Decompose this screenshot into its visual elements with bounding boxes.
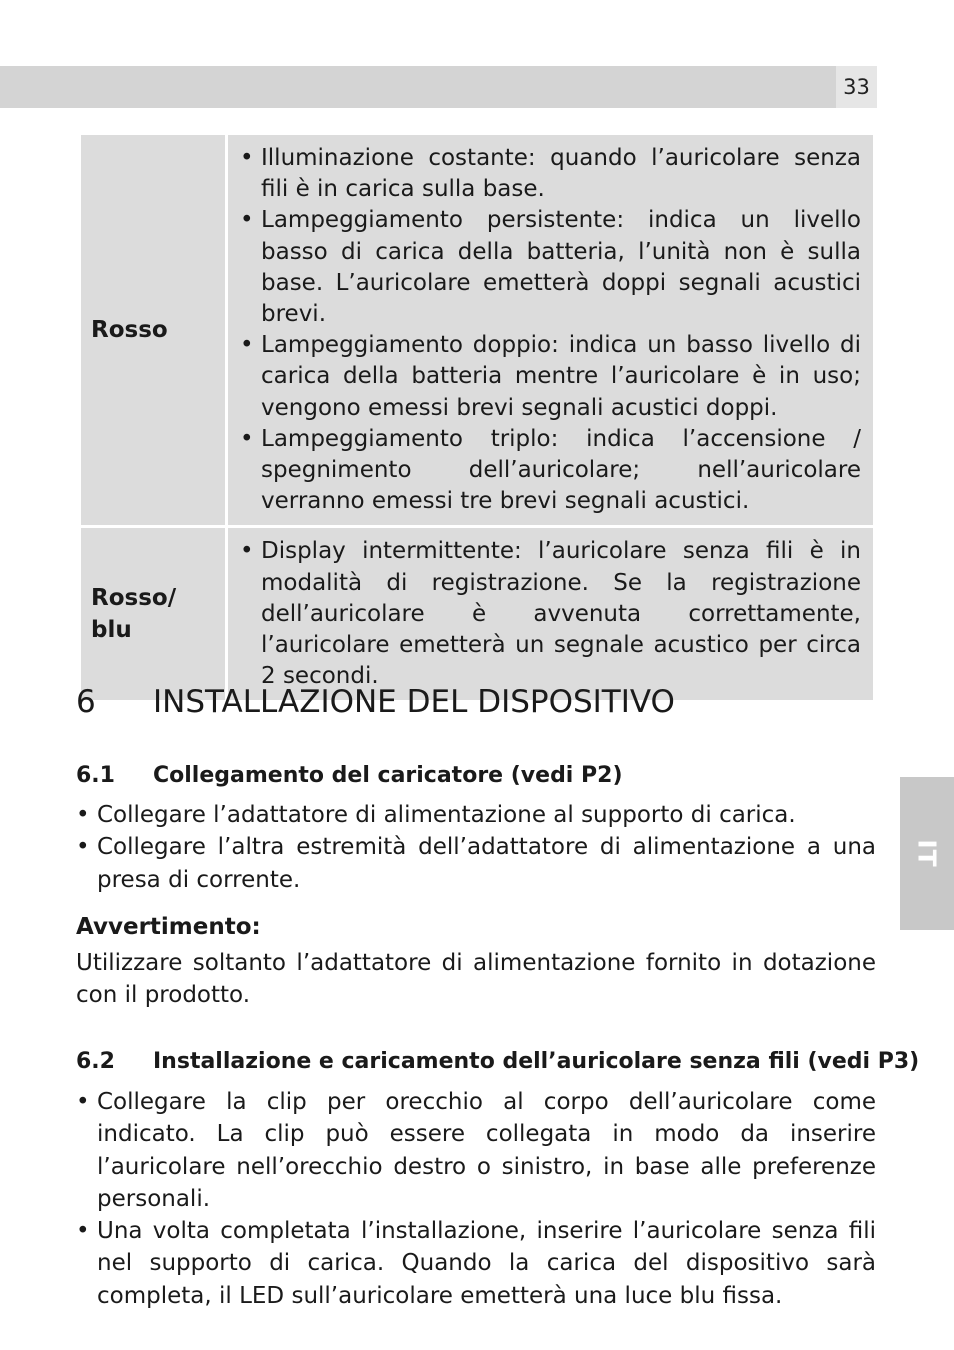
- table-row: [81, 135, 873, 525]
- list-item: • Lampeggiamento triplo: indica l’accensione / spegnimento dell’auricolare; nell’auricolare verranno emessi tre brevi segnali acustici.: [240, 424, 861, 518]
- led-color-cell: Rosso/ blu: [81, 528, 225, 700]
- subsection-heading: [76, 1049, 919, 1074]
- subsection-number: 6.2: [76, 1049, 115, 1074]
- list-item: • Lampeggiamento persistente: indica un livello basso di carica della batteria, l’unità non è sulla base. L’auricolare emetterà doppi segnali acustici brevi.: [240, 205, 861, 330]
- instruction-list: [76, 1086, 876, 1312]
- list-item: • Collegare la clip per orecchio al corpo dell’auricolare come indicato. La clip può essere collegata in modo da inserire l’auricolare nell’orecchio destro o sinistro, in base alle preferenze personali.: [76, 1086, 876, 1215]
- led-description-cell: [228, 135, 873, 525]
- warning-text: Utilizzare soltanto l’adattatore di alimentazione fornito in dotazione con il prodotto.: [76, 950, 876, 1009]
- led-color-cell: Rosso: [81, 135, 225, 525]
- table-row: [81, 528, 873, 700]
- warning-title: Avvertimento:: [76, 914, 261, 940]
- page-number: 33: [836, 66, 877, 108]
- list-item: • Display intermittente: l’auricolare senza fili è in modalità di registrazione. Se la registrazione dell’auricolare è avvenuta correttamente, l’auricolare emetterà un segnale acustico per circa 2 secondi.: [240, 536, 861, 692]
- led-status-table: [78, 132, 876, 703]
- language-label: IT: [912, 839, 942, 868]
- subsection-title: Collegamento del caricatore (vedi P2): [153, 763, 623, 788]
- subsection-number: 6.1: [76, 763, 115, 788]
- list-item: • Collegare l’adattatore di alimentazione al supporto di carica.: [76, 799, 876, 831]
- list-item: • Collegare l’altra estremità dell’adattatore di alimentazione a una presa di corrente.: [76, 831, 876, 896]
- led-description-cell: [228, 528, 873, 700]
- language-tab: [900, 777, 954, 930]
- header-bar: [0, 66, 836, 108]
- section-title: INSTALLAZIONE DEL DISPOSITIVO: [153, 684, 675, 720]
- list-item: • Una volta completata l’installazione, inserire l’auricolare senza fili nel supporto di carica. Quando la carica del dispositivo sarà completa, il LED sull’auricolare emetterà una luce blu fissa.: [76, 1215, 876, 1312]
- section-heading: [76, 684, 675, 720]
- section-number: 6: [76, 684, 96, 720]
- list-item: • Lampeggiamento doppio: indica un basso livello di carica della batteria mentre l’auricolare è in uso; vengono emessi brevi segnali acustici doppi.: [240, 330, 861, 424]
- list-item: • Illuminazione costante: quando l’auricolare senza fili è in carica sulla base.: [240, 143, 861, 205]
- subsection-title: Installazione e caricamento dell’auricolare senza fili (vedi P3): [153, 1049, 920, 1074]
- subsection-heading: [76, 763, 623, 788]
- instruction-list: [76, 799, 876, 896]
